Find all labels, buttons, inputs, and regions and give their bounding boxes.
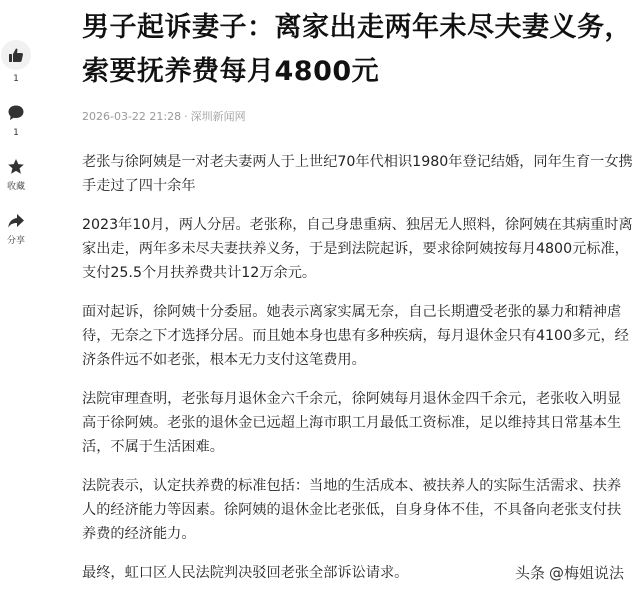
star-icon <box>5 156 27 178</box>
article <box>82 6 634 585</box>
article-paragraph: 法院审理查明，老张每月退休金六千余元，徐阿姨每月退休金四千余元，老张收入明显高于徐阿姨。老张的退休金已远超上海市职工月最低工资标准，足以维持其日常基本生活，不属于生活困难。 <box>82 391 622 455</box>
like-count: 1 <box>13 74 19 84</box>
author-watermark <box>511 560 628 585</box>
article-meta: 2026-03-22 21:28 · 深圳新闻网 <box>82 110 246 123</box>
platform-name: 头条 <box>514 564 545 582</box>
comment-icon <box>5 102 27 124</box>
action-sidebar <box>0 40 32 264</box>
publish-datetime: 2026-03-22 21:28 <box>82 110 182 123</box>
article-paragraph: 最终，虹口区人民法院判决驳回老张全部诉讼请求。 <box>82 565 409 581</box>
share-label: 分享 <box>6 236 25 246</box>
collect-button[interactable] <box>5 156 27 192</box>
author-handle: @梅姐说法 <box>548 564 624 582</box>
collect-label: 收藏 <box>6 182 25 192</box>
comment-button[interactable] <box>5 102 27 138</box>
article-paragraph: 2023年10月，两人分居。老张称，自己身患重病、独居无人照料，徐阿姨在其病重时离家出走，两年多未尽夫妻扶养义务，于是到法院起诉，要求徐阿姨按每月4800元标准，支付25.5个月扶养费共计12万余元。 <box>82 217 633 281</box>
share-icon <box>5 210 27 232</box>
article-title: 男子起诉妻子：离家出走两年未尽夫妻义务，索要抚养费每月4800元 <box>82 12 632 87</box>
article-paragraph: 法院表示，认定扶养费的标准包括：当地的生活成本、被扶养人的实际生活需求、扶养人的经济能力等因素。徐阿姨的退休金比老张低，自身身体不佳，不具备向老张支付扶养费的经济能力。 <box>82 478 622 542</box>
article-paragraph: 面对起诉，徐阿姨十分委屈。她表示离家实属无奈，自己长期遭受老张的暴力和精神虐待，无奈之下才选择分居。而且她本身也患有多种疾病，每月退休金只有4100多元，经济条件远不如老张，根本无力支付这笔费用。 <box>82 304 629 368</box>
like-button[interactable] <box>1 40 31 84</box>
article-paragraph: 老张与徐阿姨是一对老夫妻两人于上世纪70年代相识1980年登记结婚，同年生育一女携手走过了四十余年 <box>82 154 633 194</box>
comment-count: 1 <box>13 128 19 138</box>
thumbs-up-icon <box>1 40 31 70</box>
article-source[interactable]: 深圳新闻网 <box>190 110 246 123</box>
share-button[interactable] <box>5 210 27 246</box>
